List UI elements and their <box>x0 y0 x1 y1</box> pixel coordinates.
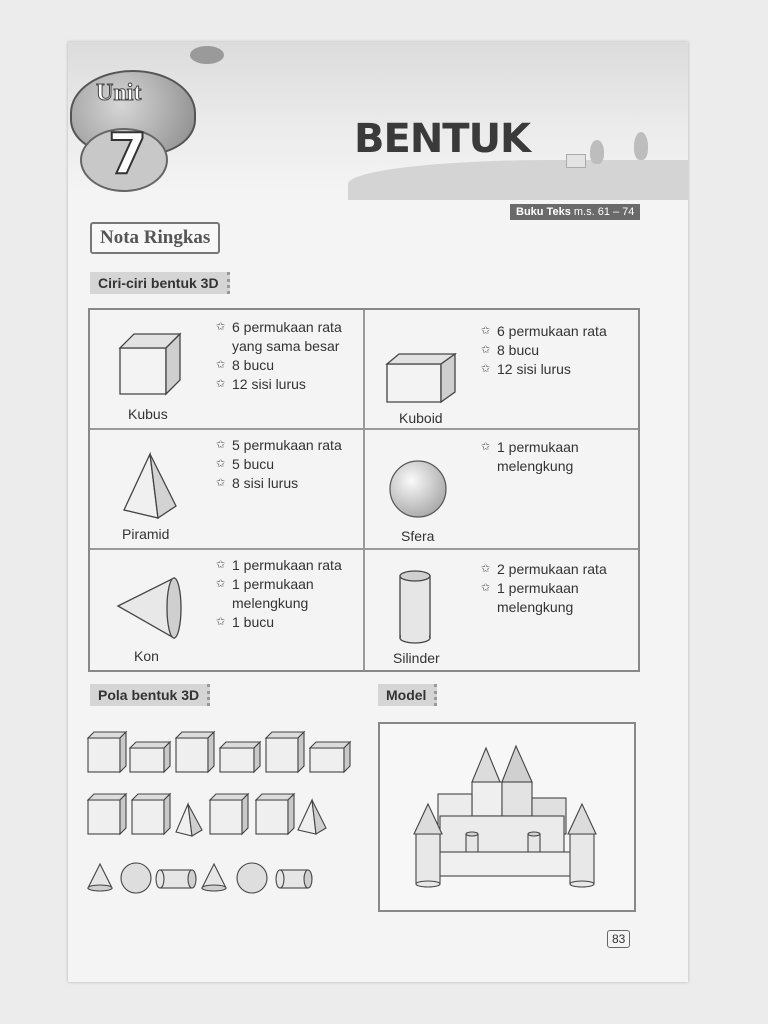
cloud-decoration <box>190 46 224 64</box>
prop-item: melengkung <box>497 458 574 474</box>
prop-item: ✩ 2 permukaan rata <box>481 560 607 579</box>
shape-name: Kubus <box>128 406 168 422</box>
pattern-sphere-icon <box>121 863 151 893</box>
unit-number: 7 <box>108 122 147 187</box>
workbook-page <box>68 42 688 982</box>
shape-cell-kubus <box>90 310 365 428</box>
sphere-icon <box>387 458 449 520</box>
shape-name: Silinder <box>393 650 440 666</box>
shape-name: Piramid <box>122 526 170 542</box>
prop-item: ✩ 8 bucu <box>216 356 342 375</box>
model-illustration-box <box>378 722 636 912</box>
cube-icon <box>116 330 186 400</box>
table-row <box>90 430 638 550</box>
pattern-cube-icon <box>88 732 126 772</box>
nota-ringkas-banner: Nota Ringkas <box>90 222 220 254</box>
pattern-cube-icon <box>210 794 248 834</box>
unit-label: Unit <box>96 80 142 106</box>
shape-props <box>481 322 607 379</box>
prop-item: ✩ 5 permukaan rata <box>216 436 342 455</box>
pyramid-icon <box>120 450 180 522</box>
prop-item: melengkung <box>497 599 574 615</box>
prop-item: ✩ 1 bucu <box>216 613 342 632</box>
shape-props <box>216 436 342 493</box>
pattern-cuboid-icon <box>220 742 260 772</box>
shape-props <box>481 438 579 476</box>
prop-item: ✩ 1 permukaan <box>481 438 579 457</box>
prop-item: ✩ 8 bucu <box>481 341 607 360</box>
textbook-ref-label: Buku Teks <box>516 206 571 218</box>
pattern-cube-icon <box>256 794 294 834</box>
tree-icon <box>590 140 604 164</box>
pattern-cube-icon <box>266 732 304 772</box>
house-icon <box>566 154 586 168</box>
prop-item: ✩ 1 permukaan rata <box>216 556 342 575</box>
textbook-reference <box>510 204 640 220</box>
shape-cell-kon <box>90 550 365 670</box>
shape-props <box>216 318 342 394</box>
textbook-ref-pages: m.s. 61 – 74 <box>573 206 635 218</box>
prop-item: ✩ 6 permukaan rata <box>216 318 342 337</box>
shape-properties-table <box>88 308 640 672</box>
prop-item: ✩ 6 permukaan rata <box>481 322 607 341</box>
shape-cell-sfera <box>365 430 638 548</box>
pattern-cylinder-icon <box>156 870 196 888</box>
prop-item: yang sama besar <box>232 338 340 354</box>
shape-cell-kuboid <box>365 310 638 428</box>
shape-pattern-illustration <box>84 728 374 898</box>
section-title-ciri: Ciri-ciri bentuk 3D <box>90 272 230 294</box>
pattern-cube-icon <box>88 794 126 834</box>
table-row <box>90 310 638 430</box>
cone-icon <box>114 572 186 644</box>
shape-name: Kuboid <box>399 410 443 426</box>
castle-model-icon <box>380 724 634 910</box>
prop-item: ✩ 5 bucu <box>216 455 342 474</box>
prop-item: melengkung <box>232 595 309 611</box>
cuboid-icon <box>383 350 459 406</box>
table-row <box>90 550 638 670</box>
section-title-model: Model <box>378 684 437 706</box>
pattern-cone-icon <box>88 864 112 891</box>
pattern-cuboid-icon <box>310 742 350 772</box>
pattern-cone-icon <box>202 864 226 891</box>
pattern-pyramid-icon <box>176 804 202 836</box>
shape-props <box>216 556 342 632</box>
page-title: BENTUK <box>354 116 531 162</box>
shape-cell-silinder <box>365 550 638 670</box>
prop-item: ✩ 8 sisi lurus <box>216 474 342 493</box>
pattern-cuboid-icon <box>130 742 170 772</box>
shape-name: Sfera <box>401 528 435 544</box>
cylinder-icon <box>397 568 433 646</box>
pattern-sphere-icon <box>237 863 267 893</box>
section-title-pola: Pola bentuk 3D <box>90 684 210 706</box>
tree-icon <box>634 132 648 160</box>
page-number: 83 <box>607 930 630 948</box>
pattern-cube-icon <box>176 732 214 772</box>
prop-item: ✩ 12 sisi lurus <box>481 360 607 379</box>
shape-name: Kon <box>134 648 159 664</box>
prop-item: ✩ 12 sisi lurus <box>216 375 342 394</box>
prop-item: ✩ 1 permukaan <box>216 575 342 594</box>
pattern-cube-icon <box>132 794 170 834</box>
pattern-pyramid-icon <box>298 800 326 834</box>
prop-item: ✩ 1 permukaan <box>481 579 607 598</box>
shape-cell-piramid <box>90 430 365 548</box>
shape-props <box>481 560 607 617</box>
pattern-cylinder-icon <box>276 870 312 888</box>
